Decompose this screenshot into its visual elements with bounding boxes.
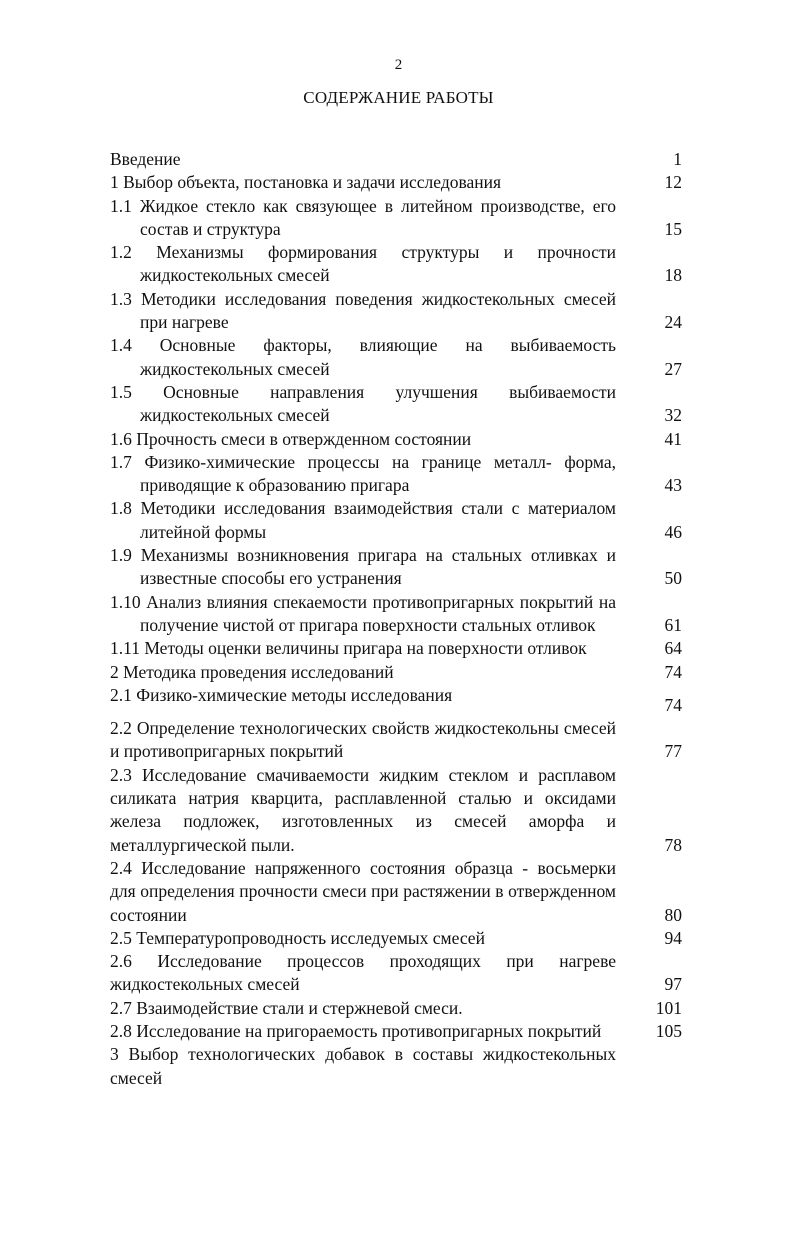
toc-entry-page: 27 (664, 358, 682, 379)
toc-entry (110, 288, 682, 335)
toc-entry-text: 1.7 Физико-химические процессы на границе металл- форма, приводящие к образованию пригара (110, 451, 616, 496)
toc-entry (110, 1020, 682, 1043)
toc-entry-page: 24 (664, 312, 682, 333)
toc-entry (110, 717, 682, 764)
toc-entry-page: 50 (664, 568, 682, 589)
toc-entry (110, 950, 682, 997)
toc-entry-text: 1.1 Жидкое стекло как связующее в литейном производстве, его состав и структура (110, 195, 616, 239)
toc-entry (110, 497, 682, 544)
toc-entry (110, 684, 682, 715)
toc-entry-text: 2.8 Исследование на пригораемость противопригарных покрытий (110, 1020, 602, 1041)
toc-entry-text: 1.3 Методики исследования поведения жидкостекольных смесей при нагреве (110, 288, 616, 333)
toc-entry-text: 1.10 Анализ влияния спекаемости противопригарных покрытий на получение чистой от пригара поверхности стальных отливок (110, 591, 616, 635)
toc-entry-text: 1.4 Основные факторы, влияющие на выбиваемость жидкостекольных смесей (110, 335, 616, 379)
toc-entry (110, 195, 682, 242)
toc-entry-text: 2.5 Температуропроводность исследуемых смесей (110, 927, 485, 948)
toc-entry (110, 927, 682, 950)
toc-entry-page: 18 (664, 265, 682, 286)
toc-entry-page: 12 (664, 172, 682, 193)
toc-entry-text: 2.2 Определение технологических свойств жидкостекольны смесей и противопригарных покрытий (110, 718, 616, 762)
toc-entry-text: 2.7 Взаимодействие стали и стержневой смеси. (110, 997, 463, 1018)
toc-entry (110, 381, 682, 428)
toc-entry-page: 77 (664, 741, 682, 762)
toc-entry (110, 591, 682, 638)
toc-entry-page: 1 (673, 149, 682, 169)
toc-entry-page: 41 (664, 428, 682, 449)
toc-entry-text: 1.8 Методики исследования взаимодействия стали с материалом литейной формы (110, 498, 616, 542)
toc-entry-page: 78 (664, 834, 682, 855)
toc-entry (110, 451, 682, 498)
table-of-contents (110, 148, 682, 1090)
toc-entry-page: 105 (655, 1020, 682, 1041)
toc-entry-page: 32 (664, 405, 682, 426)
toc-entry-page: 43 (664, 475, 682, 496)
page-number: 2 (394, 57, 403, 73)
toc-entry (110, 857, 682, 927)
toc-entry-text: 1.11 Методы оценки величины пригара на поверхности отливок (110, 638, 587, 659)
toc-entry (110, 544, 682, 591)
toc-entry-text: 2.1 Физико-химические методы исследования (110, 684, 453, 705)
toc-entry-text: 1.6 Прочность смеси в отвержденном состоянии (110, 428, 472, 449)
toc-entry-page: 15 (664, 218, 682, 239)
toc-entry (110, 148, 682, 171)
toc-entry (110, 428, 682, 451)
toc-entry-page: 46 (664, 521, 682, 542)
toc-entry-text: 3 Выбор технологических добавок в составы жидкостекольных смесей (110, 1044, 616, 1088)
toc-entry (110, 661, 682, 684)
toc-entry-page: 94 (664, 927, 682, 948)
toc-entry (110, 171, 682, 194)
toc-entry-page: 80 (664, 904, 682, 925)
toc-entry-page: 101 (655, 997, 682, 1018)
toc-entry (110, 334, 682, 381)
toc-entry (110, 1043, 682, 1090)
toc-entry-text: 1.2 Механизмы формирования структуры и прочности жидкостекольных смесей (110, 242, 616, 286)
toc-entry-text: 2.6 Исследование процессов проходящих при нагреве жидкостекольных смесей (110, 951, 616, 995)
toc-entry (110, 764, 682, 857)
toc-entry-text: 1.5 Основные направления улучшения выбиваемости жидкостекольных смесей (110, 381, 616, 426)
toc-entry-text: 2 Методика проведения исследований (110, 661, 394, 682)
toc-entry-page: 74 (664, 694, 682, 715)
toc-entry (110, 637, 682, 660)
toc-entry-text: 1 Выбор объекта, постановка и задачи исследования (110, 172, 502, 193)
toc-entry-page: 74 (664, 661, 682, 682)
toc-entry-text: Введение (110, 149, 181, 169)
toc-entry (110, 241, 682, 288)
toc-entry-text: 1.9 Механизмы возникновения пригара на стальных отливках и известные способы его устранения (110, 545, 616, 589)
toc-entry-page: 64 (664, 638, 682, 659)
page-title: СОДЕРЖАНИЕ РАБОТЫ (303, 88, 494, 107)
toc-entry-text: 2.4 Исследование напряженного состояния образца - восьмерки для определения прочности смеси при растяжении в отвержденном состоянии (110, 857, 616, 925)
toc-entry-text: 2.3 Исследование смачиваемости жидким стеклом и расплавом силиката натрия кварцита, расплавленной сталью и оксидами железа подложек, изготовленных из смесей аморфа и металлургической пыли. (110, 764, 616, 855)
toc-entry (110, 997, 682, 1020)
toc-entry-page: 61 (664, 614, 682, 635)
toc-entry-page: 97 (664, 974, 682, 995)
